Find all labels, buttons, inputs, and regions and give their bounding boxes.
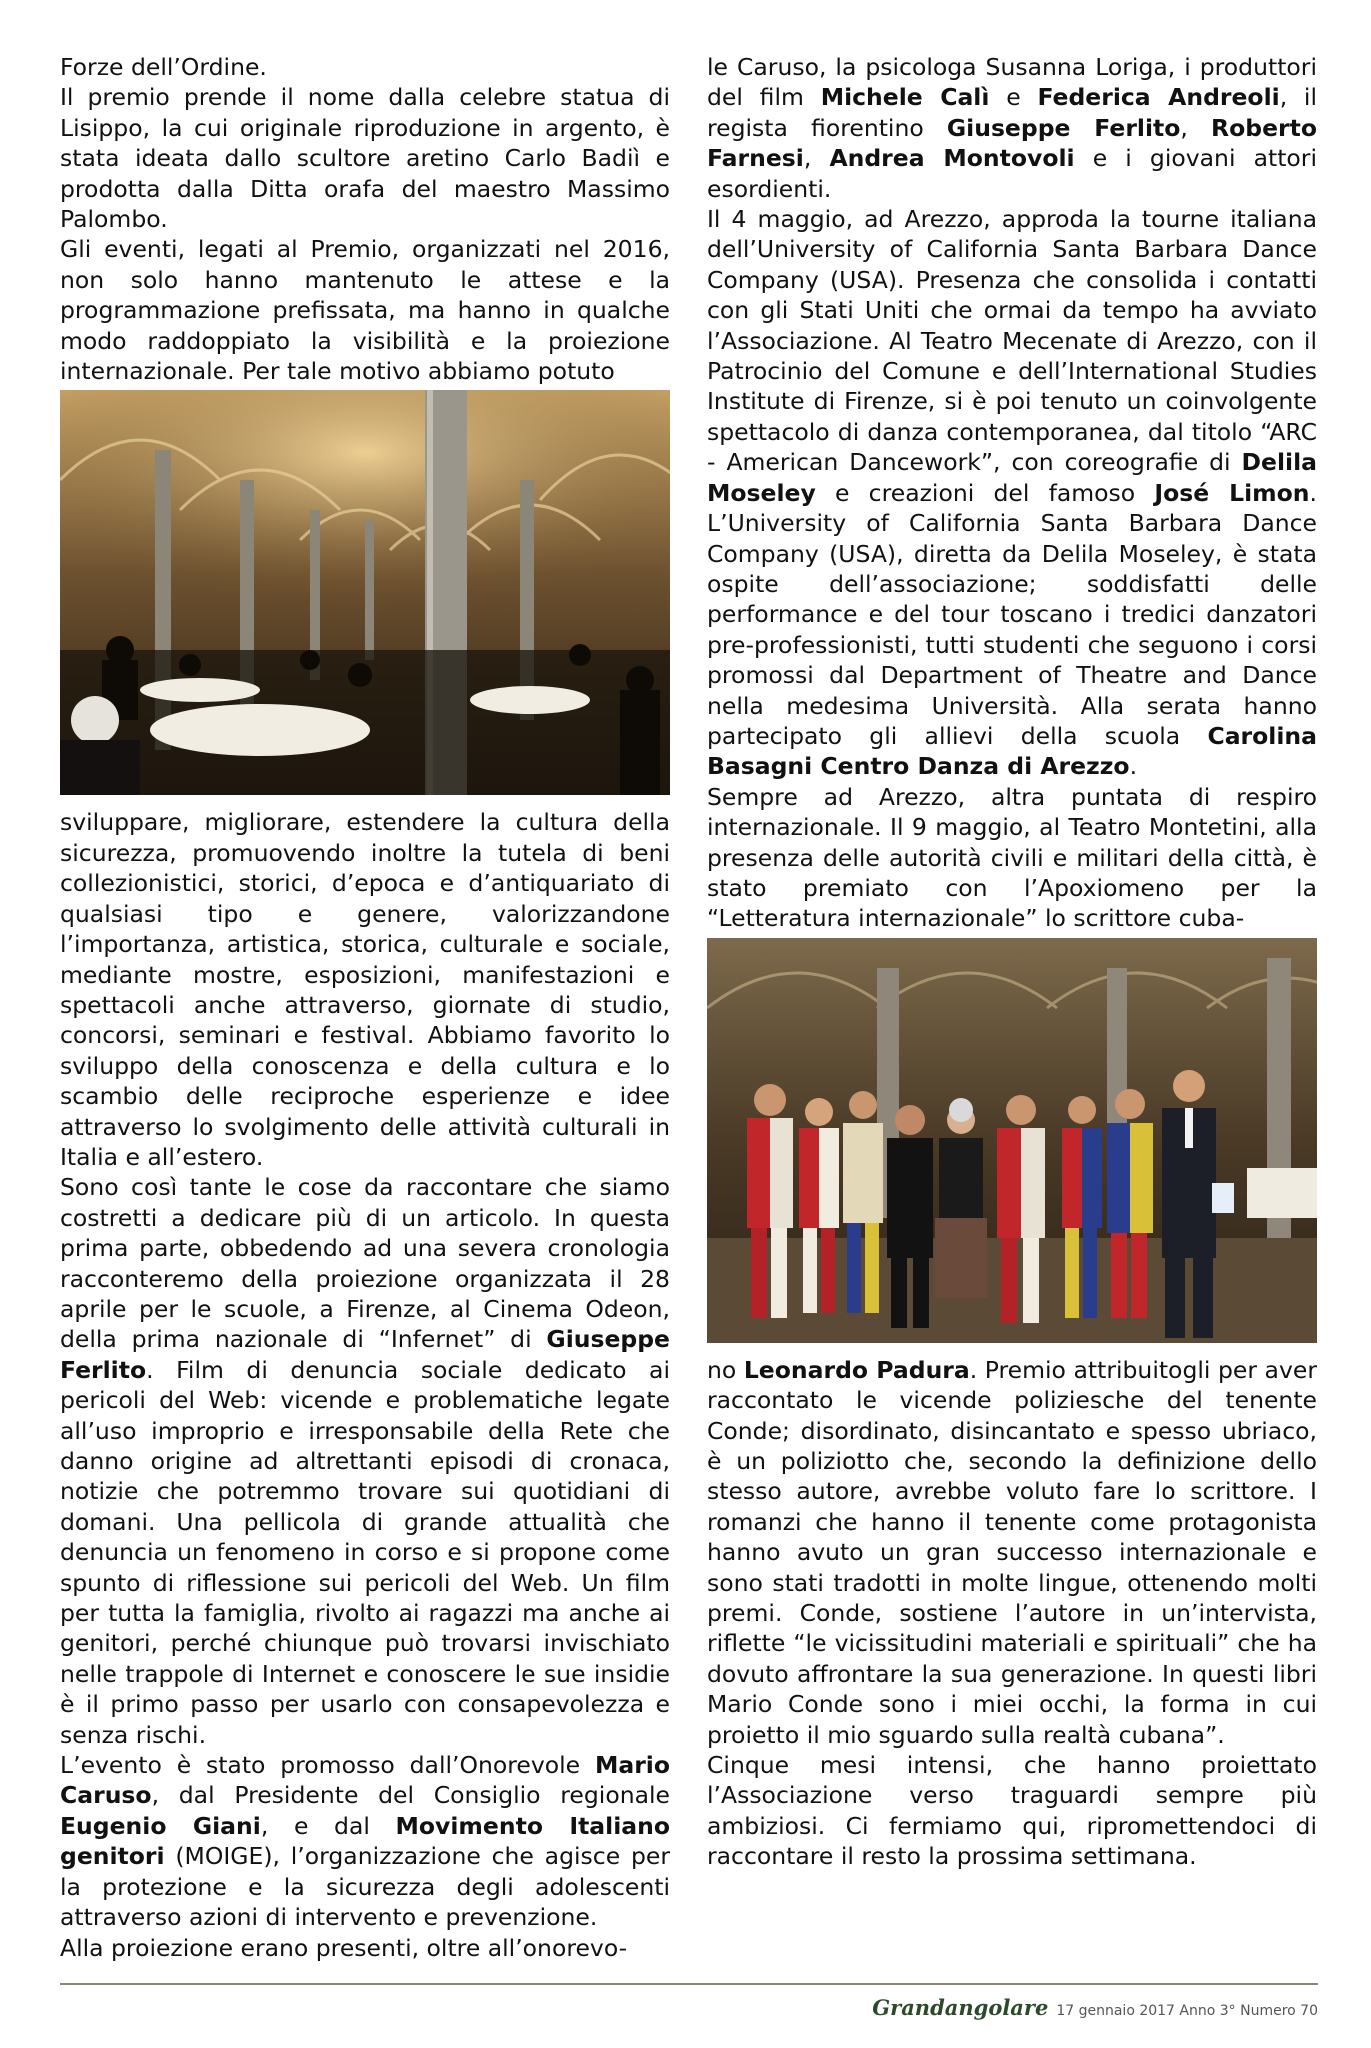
paragraph-cinque-mesi: Cinque mesi intensi, che hanno proiettato l’Associazione verso traguardi sempre più ambiziosi. Ci fermiamo qui, ripromettendoci di raccontare il resto la prossima settimana. [707, 1751, 1317, 1871]
bold-name: Leonardo Padura [743, 1355, 970, 1384]
paragraph-caruso [707, 52, 1317, 204]
paragraph-evento [60, 1750, 670, 1932]
bold-name: Federica Andreoli [1037, 83, 1280, 112]
bold-name: Roberto Farnesi [707, 113, 1317, 173]
text-span: . [1129, 752, 1138, 781]
paragraph-forze: Forze dell’Ordine. [60, 53, 267, 81]
paragraph-4-maggio [707, 204, 1317, 782]
text-span: . Premio attribuitogli per aver raccontato le vicende poliziesche del tenente Conde; disordinato, disincantato e spesso ubriaco, è un poliziotto che, secondo la definizione dello stesso autore, avrebbe voluto fare lo scrittore. I romanzi che hanno il tenente come protagonista hanno avuto un gran successo internazionale e sono stati tradotti in molte lingue, ottenendo molti premi. Conde, sostiene l’autore in un’intervista, riflette “le vicissitudini materiali e spirituali” che ha dovuto affrontare la sua generazione. In questi libri Mario Conde sono i miei occhi, la forma in cui proietto il mio sguardo sulla realtà cubana”. [707, 1355, 1317, 1749]
text-span: . Film di denuncia sociale dedicato ai pericoli del Web: vicende e problematiche legate all’uso improprio e irresponsabile della Rete che danno origine ad altrettanti episodi di cronaca, notizie che potremmo trovare sui quotidiani di domani. Una pellicola di grande attualità che denuncia un fenomeno in corso e si propone come spunto di riflessione sui pericoli del Web. Un film per tutta la famiglia, rivolto ai ragazzi ma anche ai genitori, perché chiunque può trovarsi invischiato nelle trappole di Internet e conoscere le sue insidie è il primo passo per usarlo con consapevolezza e senza rischi. [60, 1355, 670, 1749]
text-span: (MOIGE), l’organizzazione che agisce per la protezione e la sicurezza degli adolescenti attraverso azioni di intervento e prevenzione. [60, 1842, 670, 1932]
issue-info: 17 gennaio 2017 Anno 3° Numero 70 [1056, 2003, 1318, 2019]
paragraph-padura [707, 1355, 1317, 1750]
paragraph-proiezione: Alla proiezione erano presenti, oltre all’onorevo- [60, 1933, 628, 1962]
paragraph-sviluppare: sviluppare, migliorare, estendere la cultura della sicurezza, promuovendo inoltre la tutela di beni collezionistici, storici, d’epoca e d’antiquariato di qualsiasi tipo e genere, valorizzandone l’importanza, artistica, storica, culturale e sociale, mediante mostre, esposizioni, manifestazioni e spettacoli anche attraverso, giornate di studio, concorsi, seminari e festival. Abbiamo favorito lo sviluppo della conoscenza e della cultura e lo scambio delle reciproche esperienze e idee attraverso lo svolgimento delle attività culturali in Italia e all’estero. [60, 808, 670, 1171]
text-span: L’evento è stato promosso dall’Onorevole [60, 1751, 595, 1780]
bold-name: José Limon [1154, 478, 1310, 507]
text-span: le Caruso, la psicologa Susanna Loriga, i produttori del film [707, 53, 1317, 112]
text-span: no [707, 1355, 744, 1384]
bold-name: Giuseppe Ferlito [60, 1325, 670, 1384]
text-span: , e dal [260, 1811, 396, 1840]
text-span: , [803, 144, 830, 173]
left-column [60, 52, 670, 1963]
text-span: , dal Presidente del Consiglio regionale [151, 1781, 670, 1810]
right-column [707, 52, 1317, 1872]
paragraph-sono-cosi [60, 1172, 670, 1750]
bold-name: Movimento Italiano genitori [60, 1811, 670, 1871]
text-span: e creazioni del famoso [815, 478, 1155, 507]
photo-gala-dinner [60, 390, 670, 795]
page-footer [0, 1995, 1318, 2020]
paragraph-eventi: Gli eventi, legati al Premio, organizzati nel 2016, non solo hanno mantenuto le attese e la programmazione prefissata, ma hanno in qualche modo raddoppiato la visibilità e la proiezione internazionale. Per tale motivo abbiamo potuto [60, 235, 670, 386]
bold-name: Michele Calì [820, 83, 990, 112]
text-span: , il regista fiorentino [707, 83, 1317, 142]
paragraph-sempre-arezzo: Sempre ad Arezzo, altra puntata di respiro internazionale. Il 9 maggio, al Teatro Montetini, alla presenza delle autorità civili e militari della città, è stato premiato con l’Apoxiomeno per la “Letteratura internazionale” lo scrittore cuba- [707, 782, 1317, 933]
paragraph-premio-nome: Il premio prende il nome dalla celebre statua di Lisippo, la cui originale riproduzione in argento, è stata ideata dallo scultore aretino Carlo Badiì e prodotta dalla Ditta orafa del maestro Massimo Palombo. [60, 83, 670, 234]
text-span: , [1180, 113, 1212, 142]
bold-name: Carolina Basagni Centro Danza di Arezzo [707, 721, 1317, 781]
magazine-name: Grandangolare [872, 1995, 1049, 2020]
text-span: e i giovani attori esordienti. [707, 144, 1317, 203]
bold-name: Eugenio Giani [60, 1811, 261, 1840]
text-span: . L’University of California Santa Barbara Dance Company (USA), diretta da Delila Moseley, è stata ospite dell’associazione; soddisfatti delle performance e del tour toscano i tredici danzatori pre-professionisti, tutti studenti che seguono i corsi promossi dal Department of Theatre and Dance nella medesima Università. Alla serata hanno partecipato gli allievi della scuola [707, 478, 1317, 750]
text-span: Il 4 maggio, ad Arezzo, approda la tourne italiana dell’University of California Santa Barbara Dance Company (USA). Presenza che consolida i contatti con gli Stati Uniti che ormai da tempo ha avviato l’Associazione. Al Teatro Mecenate di Arezzo, con il Patrocinio del Comune e dell’International Studies Institute di Firenze, si è poi tenuto un coinvolgente spettacolo di danza contemporanea, dal titolo “ARC - American Dancework”, con coreografie di [707, 205, 1317, 477]
bold-name: Delila Moseley [707, 448, 1317, 507]
footer-divider [60, 1983, 1318, 1985]
text-span: e [989, 83, 1038, 112]
photo-award-group [707, 938, 1317, 1343]
text-span: Sono così tante le cose da raccontare che siamo costretti a dedicare più di un articolo. In questa prima parte, obbedendo ad una severa cronologia racconteremo della proiezione organizzata il 28 aprile per le scuole, a Firenze, al Cinema Odeon, della prima nazionale di “Infernet” di [60, 1173, 670, 1354]
bold-name: Mario Caruso [60, 1751, 670, 1810]
bold-name: Andrea Montovoli [829, 144, 1075, 173]
bold-name: Giuseppe Ferlito [946, 113, 1181, 142]
